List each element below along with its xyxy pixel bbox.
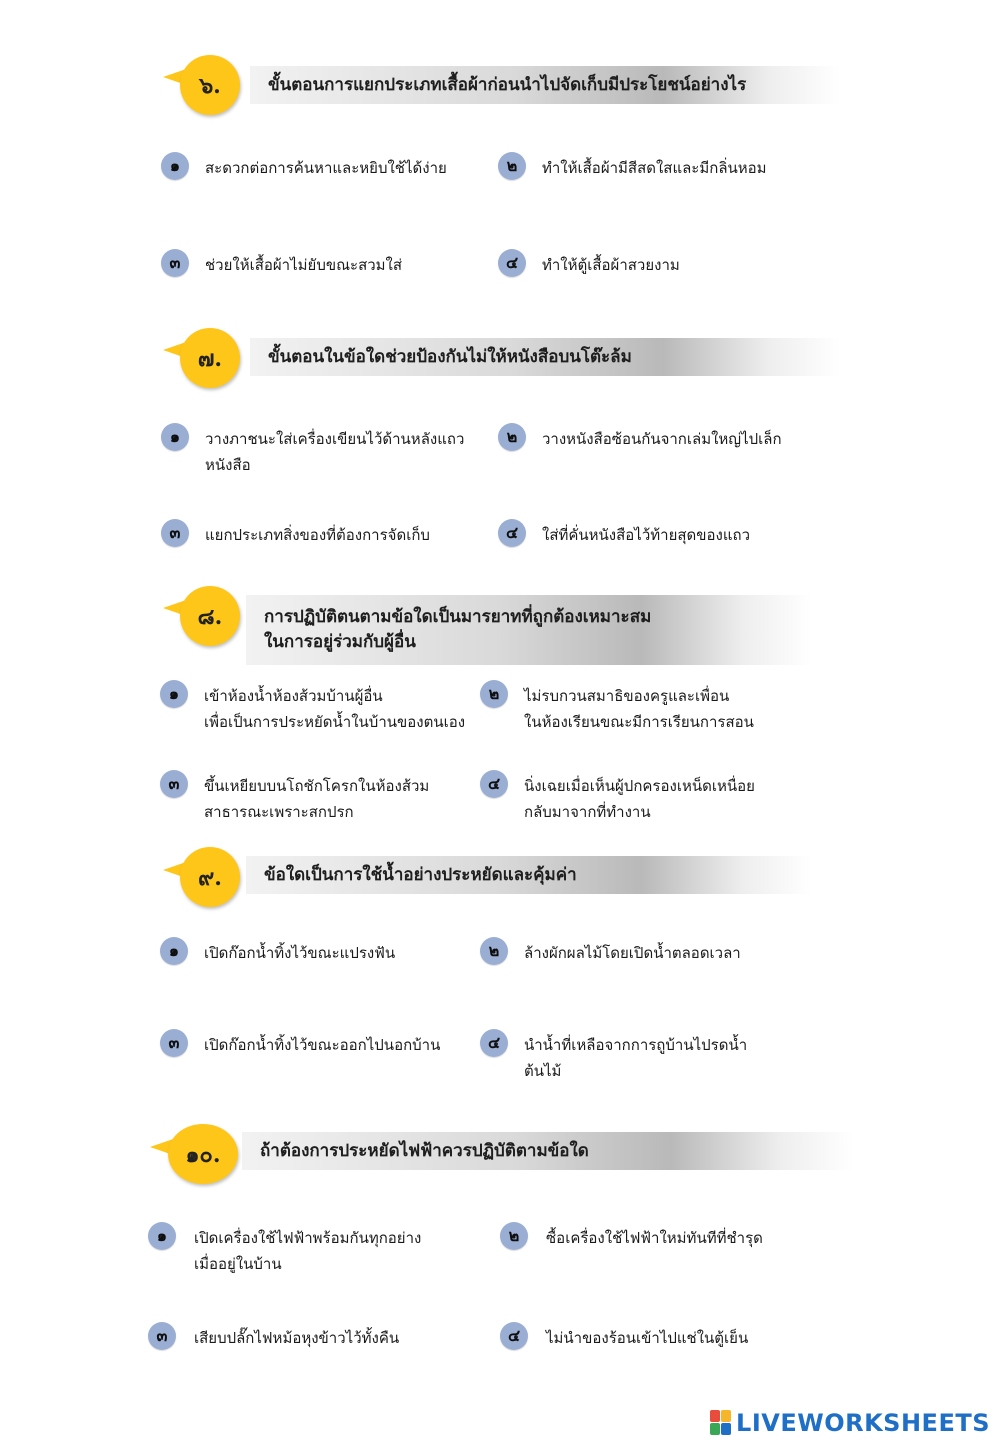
- option-text: เปิดก๊อกน้ำทิ้งไว้ขณะแปรงฟัน: [204, 944, 396, 962]
- option-text: ใส่ที่คั่นหนังสือไว้ท้ายสุดของแถว: [542, 526, 751, 544]
- option-text: เปิดเครื่องใช้ไฟฟ้าพร้อมกันทุกอย่าง เมื่ออยู่ในบ้าน: [194, 1229, 422, 1273]
- option-text: วางหนังสือซ้อนกันจากเล่มใหญ่ไปเล็ก: [542, 430, 782, 448]
- option-text: ทำให้เสื้อผ้ามีสีสดใสและมีกลิ่นหอม: [542, 159, 767, 177]
- option-number-circle: ๓: [160, 770, 188, 798]
- option-text: ไม่รบกวนสมาธิของครูและเพื่อน ในห้องเรียนขณะมีการเรียนการสอน: [524, 687, 754, 731]
- option-number-circle: ๒: [480, 680, 508, 708]
- option-number-circle: ๔: [480, 1029, 508, 1057]
- question-text-bar: [250, 66, 840, 104]
- option-number-circle: ๒: [480, 937, 508, 965]
- question-text: การปฏิบัติตนตามข้อใดเป็นมารยาทที่ถูกต้องเหมาะสม ในการอยู่ร่วมกับผู้อื่น: [264, 607, 652, 652]
- question-number: ๑๐.: [185, 1141, 221, 1168]
- option-text: ช่วยให้เสื้อผ้าไม่ยับขณะสวมใส่: [205, 256, 403, 274]
- option-number-circle: ๔: [500, 1322, 528, 1350]
- question-text: ถ้าต้องการประหยัดไฟฟ้าควรปฏิบัติตามข้อใด: [260, 1140, 589, 1161]
- option-number-circle: ๓: [161, 249, 189, 277]
- question-number-badge: [180, 847, 240, 907]
- question-number-badge: [180, 328, 240, 388]
- option-text: ทำให้ตู้เสื้อผ้าสวยงาม: [542, 256, 680, 274]
- option-text: วางภาชนะใส่เครื่องเขียนไว้ด้านหลังแถว หนังสือ: [205, 430, 465, 474]
- question-number: ๙.: [198, 864, 222, 891]
- brand-name: LIVEWORKSHEETS: [736, 1409, 990, 1437]
- option-text: แยกประเภทสิ่งของที่ต้องการจัดเก็บ: [205, 526, 430, 544]
- question-text: ขั้นตอนในข้อใดช่วยป้องกันไม่ให้หนังสือบนโต๊ะล้ม: [268, 346, 632, 367]
- question-text-bar: [246, 856, 811, 894]
- option-number-circle: ๒: [498, 423, 526, 451]
- option-number-circle: ๔: [498, 519, 526, 547]
- option-text: ซื้อเครื่องใช้ไฟฟ้าใหม่ทันทีที่ชำรุด: [546, 1229, 763, 1247]
- question-number: ๖.: [199, 72, 221, 99]
- question-number: ๘.: [197, 603, 223, 630]
- option-text: เสียบปลั๊กไฟหม้อหุงข้าวไว้ทั้งคืน: [194, 1329, 400, 1347]
- option-number-circle: ๑: [148, 1222, 176, 1250]
- option-text: ไม่นำของร้อนเข้าไปแช่ในตู้เย็น: [546, 1329, 749, 1347]
- option-number-circle: ๓: [160, 1029, 188, 1057]
- option-number-circle: ๔: [480, 770, 508, 798]
- option-text: นำน้ำที่เหลือจากการถูบ้านไปรดน้ำ ต้นไม้: [524, 1036, 748, 1080]
- question-number-badge: [168, 1124, 238, 1184]
- question-text: ข้อใดเป็นการใช้น้ำอย่างประหยัดและคุ้มค่า: [264, 864, 577, 885]
- question-text: ขั้นตอนการแยกประเภทเสื้อผ้าก่อนนำไปจัดเก็บมีประโยชน์อย่างไร: [268, 74, 747, 95]
- option-number-circle: ๓: [148, 1322, 176, 1350]
- question-number-badge: [180, 55, 240, 115]
- option-number-circle: ๑: [161, 152, 189, 180]
- option-text: นิ่งเฉยเมื่อเห็นผู้ปกครองเหน็ดเหนื่อย กลับมาจากที่ทำงาน: [524, 777, 755, 821]
- option-text: เปิดก๊อกน้ำทิ้งไว้ขณะออกไปนอกบ้าน: [204, 1036, 441, 1054]
- option-number-circle: ๔: [498, 249, 526, 277]
- question-text-bar: [242, 1132, 854, 1170]
- question-text-bar: [250, 338, 840, 376]
- option-number-circle: ๒: [500, 1222, 528, 1250]
- question-number: ๗.: [197, 345, 223, 372]
- option-number-circle: ๒: [498, 152, 526, 180]
- option-text: เข้าห้องน้ำห้องส้วมบ้านผู้อื่น เพื่อเป็นการประหยัดน้ำในบ้านของตนเอง: [204, 687, 466, 731]
- option-text: ล้างผักผลไม้โดยเปิดน้ำตลอดเวลา: [524, 944, 741, 962]
- option-number-circle: ๑: [160, 937, 188, 965]
- option-number-circle: ๑: [161, 423, 189, 451]
- question-number-badge: [180, 586, 240, 646]
- liveworksheets-logo-icon: [710, 1410, 732, 1436]
- liveworksheets-brand: [710, 1409, 990, 1437]
- option-number-circle: ๓: [161, 519, 189, 547]
- option-text: สะดวกต่อการค้นหาและหยิบใช้ได้ง่าย: [205, 159, 447, 177]
- option-text: ขึ้นเหยียบบนโถชักโครกในห้องส้วม สาธารณะเพราะสกปรก: [204, 777, 430, 821]
- question-text-bar: [246, 595, 811, 665]
- option-number-circle: ๑: [160, 680, 188, 708]
